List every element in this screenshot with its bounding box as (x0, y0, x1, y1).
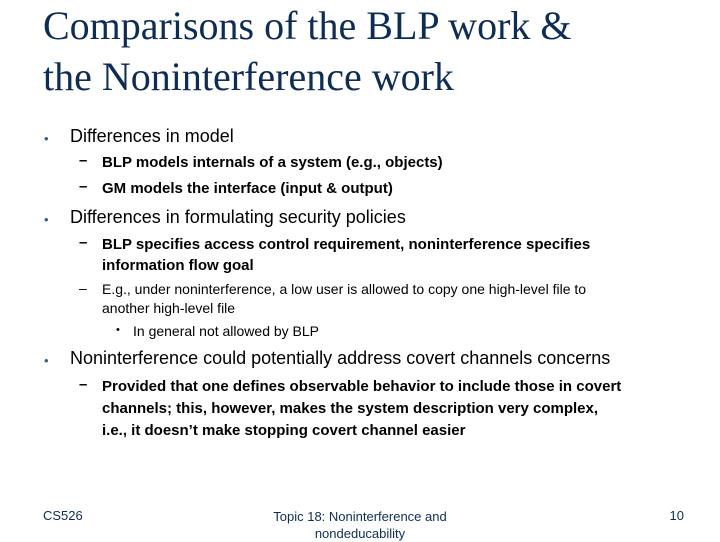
sub-bullet-text-line-1: E.g., under noninterference, a low user is allowed to copy one high-level file to (102, 281, 587, 297)
footer-topic-line-1: Topic 18: Noninterference and (273, 509, 447, 524)
footer-topic-line-2: nondeducability (314, 526, 406, 541)
sub-bullet-text-line-3: i.e., it doesn’t make stopping covert channel easier (102, 422, 466, 439)
bullet-text: Differences in formulating security policies (70, 207, 406, 227)
dash-marker: – (79, 280, 87, 296)
bullet-text: Differences in model (70, 126, 234, 146)
sub-bullet-text: GM models the interface (input & output) (102, 180, 393, 197)
bullet-marker: • (116, 324, 120, 336)
sub-bullet-text-line-2: another high-level file (102, 300, 236, 316)
bullet-marker: • (44, 131, 49, 146)
slide-title (43, 0, 703, 102)
slide-title-line-1: Comparisons of the BLP work & (43, 3, 572, 48)
dash-marker: – (79, 234, 88, 251)
sub-bullet-text-line-1: Provided that one defines observable behavior to include those in covert (102, 378, 622, 395)
bullet-text: Noninterference could potentially address covert channels concerns (70, 348, 611, 368)
dash-marker: – (79, 178, 88, 195)
bullet-marker: • (44, 353, 49, 368)
bullet-marker: • (44, 212, 49, 227)
dash-marker: – (79, 152, 88, 169)
sub-bullet-text-line-2: information flow goal (102, 257, 254, 274)
sub-bullet-text: BLP models internals of a system (e.g., objects) (102, 154, 443, 171)
sub-bullet-text-line-1: BLP specifies access control requirement, noninterference specifies (102, 236, 591, 253)
sub-bullet-text-line-2: channels; this, however, makes the system description very complex, (102, 400, 599, 417)
slide-title-line-2: the Noninterference work (43, 54, 454, 99)
sub-sub-bullet-text: In general not allowed by BLP (133, 323, 320, 339)
footer-topic (250, 508, 470, 542)
footer-course-code: CS526 (43, 508, 83, 523)
dash-marker: – (79, 376, 88, 393)
footer-page-number: 10 (669, 508, 684, 523)
